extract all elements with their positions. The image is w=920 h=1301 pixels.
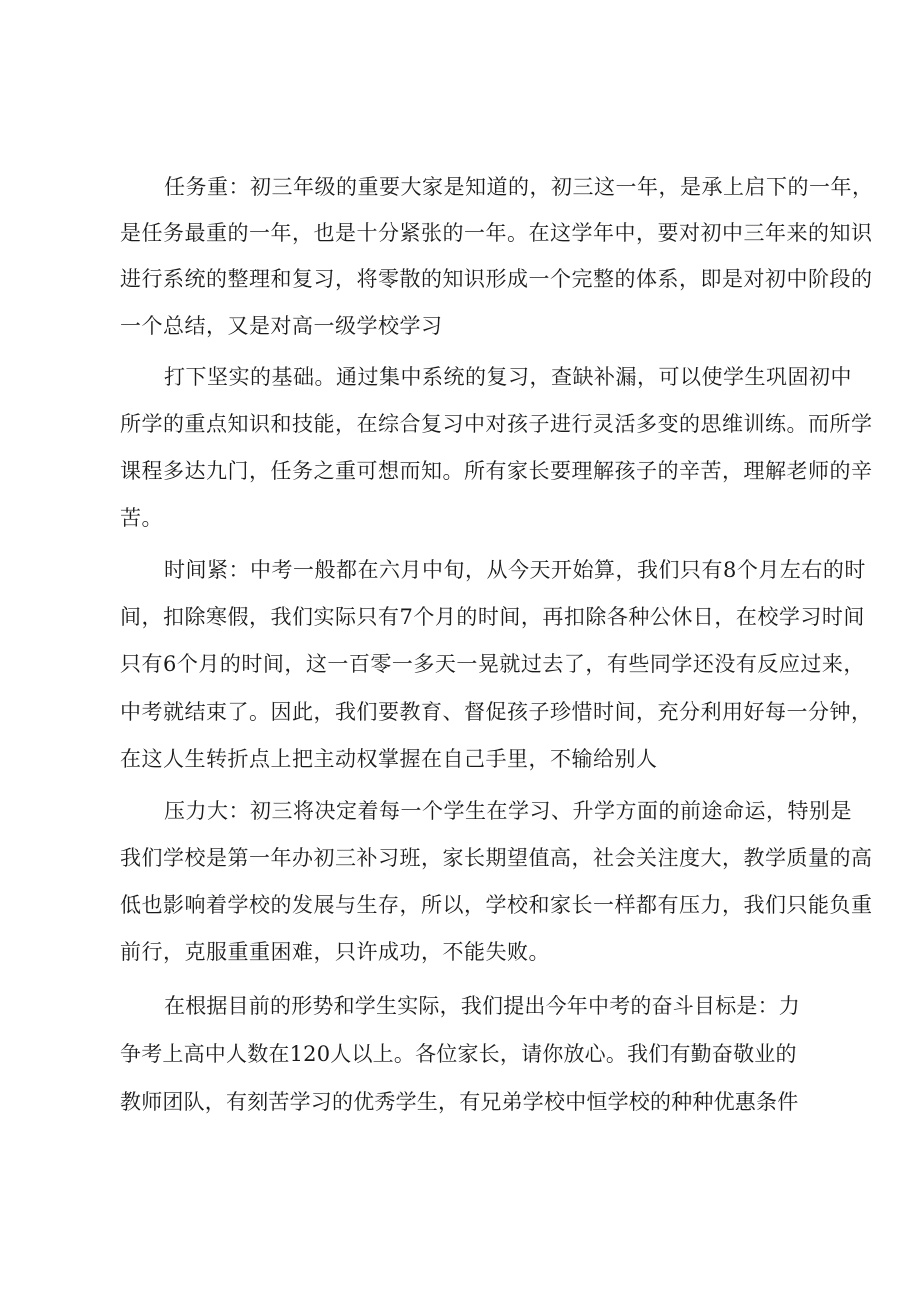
text-line: 课程多达九门，任务之重可想而知。所有家长要理解孩子的辛苦，理解老师的辛: [120, 459, 873, 483]
text-line: 低也影响着学校的发展与生存，所以，学校和家长一样都有压力，我们只能负重: [120, 893, 873, 917]
text-line: 我们学校是第一年办初三补习班，家长期望值高，社会关注度大，教学质量的高: [120, 846, 873, 870]
text-line: 在根据目前的形势和学生实际，我们提出今年中考的奋斗目标是：力: [164, 994, 800, 1018]
text-line: 中考就结束了。因此，我们要教育、督促孩子珍惜时间，充分利用好每一分钟，: [120, 700, 873, 724]
text-line: 苦。: [120, 506, 163, 530]
text-line: 打下坚实的基础。通过集中系统的复习，查缺补漏，可以使学生巩固初中: [164, 365, 852, 389]
text-line: 只有6个月的时间，这一百零一多天一晃就过去了，有些同学还没有反应过来，: [120, 652, 865, 676]
text-line: 时间紧：中考一般都在六月中旬，从今天开始算，我们只有8个月左右的时: [164, 558, 866, 582]
text-line: 一个总结，又是对高一级学校学习: [120, 314, 443, 338]
text-line: 前行，克服重重困难，只许成功，不能失败。: [120, 940, 550, 964]
text-line: 任务重：初三年级的重要大家是知道的，初三这一年，是承上启下的一年，: [164, 175, 874, 199]
text-line: 是任务最重的一年，也是十分紧张的一年。在这学年中，要对初中三年来的知识: [120, 221, 873, 245]
text-line: 所学的重点知识和技能，在综合复习中对孩子进行灵活多变的思维训练。而所学: [120, 412, 873, 436]
text-line: 间，扣除寒假，我们实际只有7个月的时间，再扣除各种公休日，在校学习时间: [120, 605, 865, 629]
text-line: 在这人生转折点上把主动权掌握在自己手里，不输给别人: [120, 747, 658, 771]
text-line: 争考上高中人数在120人以上。各位家长，请你放心。我们有勤奋敬业的: [120, 1042, 797, 1066]
text-line: 进行系统的整理和复习，将零散的知识形成一个完整的体系，即是对初中阶段的: [120, 267, 873, 291]
text-line: 教师团队，有刻苦学习的优秀学生，有兄弟学校中恒学校的种种优惠条件: [120, 1090, 799, 1114]
text-line: 压力大：初三将决定着每一个学生在学习、升学方面的前途命运，特别是: [164, 799, 852, 823]
